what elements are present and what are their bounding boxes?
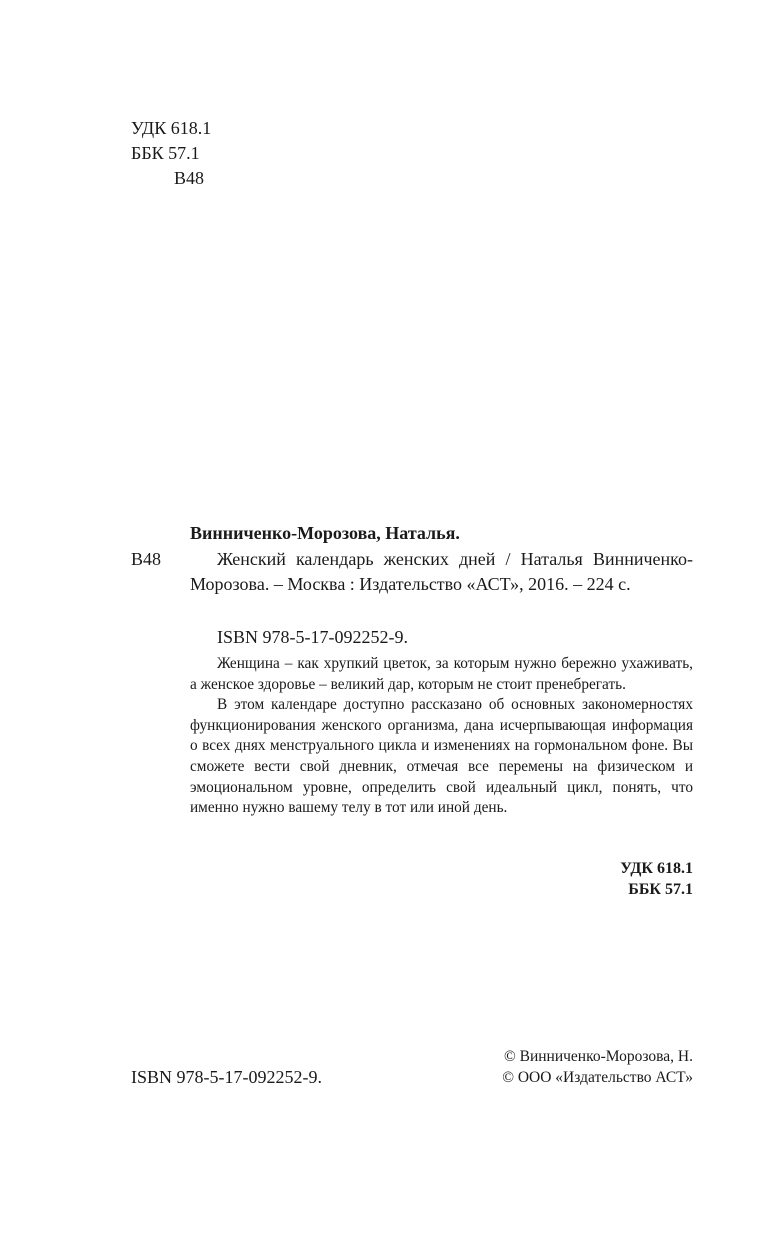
bbk-code-bold: ББК 57.1 bbox=[628, 881, 693, 898]
catalog-author-mark: В48 bbox=[131, 549, 162, 569]
copyright-block bbox=[482, 1046, 693, 1088]
annotation-paragraph: Женщина – как хрупкий цветок, за которым нужно бережно ухаживать, а женское здоровье – великий дар, которым не стоит пренебрегать. bbox=[190, 655, 693, 693]
annotation-paragraph: В этом календаре доступно рассказано об основных закономерностях функционирования женского организма, дана исчерпывающая информация о всех днях менструального цикла и изменениях на гормональном фоне. Вы сможете вести свой дневник, отмечая все перемены на физическом и эмоциональном уровне, определить свой идеальный цикл, понять, что именно нужно вашему телу в тот или иной день. bbox=[190, 696, 693, 817]
catalog-author: Винниченко-Морозова, Наталья. bbox=[190, 523, 460, 543]
classification-codes-bottom bbox=[620, 858, 693, 900]
classification-codes-top bbox=[131, 116, 211, 191]
bbk-code: ББК 57.1 bbox=[131, 143, 200, 163]
catalog-description: Женский календарь женских дней / Наталья Винниченко-Морозова. – Москва : Издательство «АСТ», 2016. – 224 с. bbox=[190, 549, 693, 594]
copyright-publisher: © ООО «Издательство АСТ» bbox=[502, 1069, 693, 1086]
footer-isbn: ISBN 978-5-17-092252-9. bbox=[131, 1067, 322, 1087]
annotation bbox=[190, 654, 693, 819]
udk-code: УДК 618.1 bbox=[131, 118, 212, 138]
author-mark: В48 bbox=[174, 168, 205, 188]
catalog-isbn: ISBN 978-5-17-092252-9. bbox=[217, 627, 408, 647]
copyright-author: © Винниченко-Морозова, Н. bbox=[503, 1048, 693, 1065]
udk-code-bold: УДК 618.1 bbox=[620, 860, 693, 877]
